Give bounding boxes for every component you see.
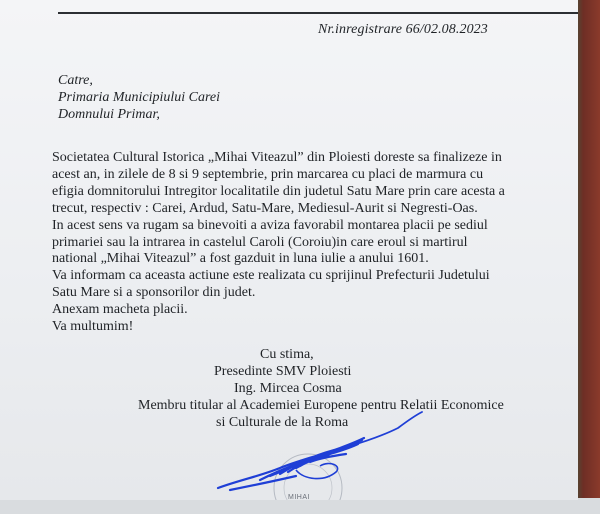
body-line: trecut, respectiv : Carei, Ardud, Satu-Mare, Mediesul-Aurit si Negresti-Oas. xyxy=(52,200,478,216)
addressee-line: Domnului Primar, xyxy=(58,107,160,122)
signer-name: Ing. Mircea Cosma xyxy=(234,381,342,396)
body-line: Anexam macheta placii. xyxy=(52,302,188,318)
body-line: Va multumim! xyxy=(52,319,134,335)
body-line: Societatea Cultural Istorica „Mihai Viteazul” din Ploiesti doreste sa finalizeze in xyxy=(52,150,502,165)
body-line: acest an, in zilele de 8 si 9 septembrie, prin marcarea cu placi de marmura cu xyxy=(52,166,484,182)
signature-scribble xyxy=(218,438,364,490)
closing-salutation: Cu stima, xyxy=(260,347,314,362)
signer-title-line: si Culturale de la Roma xyxy=(216,415,349,430)
body-line: national „Mihai Viteazul” a fost gazduit in luna iulie a anului 1601. xyxy=(52,251,429,267)
addressee-line: Catre, xyxy=(58,73,93,88)
body-line: primariei sau la intrarea in castelul Caroli (Coroiu)in care eroul si martirul xyxy=(52,234,468,250)
addressee-block xyxy=(58,72,220,123)
letter-body xyxy=(52,150,505,336)
body-line: In acest sens va rugam sa binevoiti a aviza favorabil montarea placii pe sediul xyxy=(52,217,488,233)
signer-role: Presedinte SMV Ploiesti xyxy=(214,364,352,379)
header-rule xyxy=(58,12,578,14)
body-line: Satu Mare si a sponsorilor din judet. xyxy=(52,285,256,301)
registration-number: Nr.inregistrare 66/02.08.2023 xyxy=(318,22,488,37)
background-frame-bottom xyxy=(0,498,600,514)
body-line: Va informam ca aceasta actiune este realizata cu sprijinul Prefecturii Judetului xyxy=(52,268,490,284)
signer-title-line: Membru titular al Academiei Europene pentru Relatii Economice xyxy=(138,398,504,413)
signature-and-stamp xyxy=(200,410,440,500)
addressee-line: Primaria Municipiului Carei xyxy=(58,90,221,105)
body-line: efigia domnitorului Intregitor localitatile din judetul Satu Mare prin care acesta a xyxy=(52,183,505,199)
stamp-text: MIHAI xyxy=(288,494,310,500)
